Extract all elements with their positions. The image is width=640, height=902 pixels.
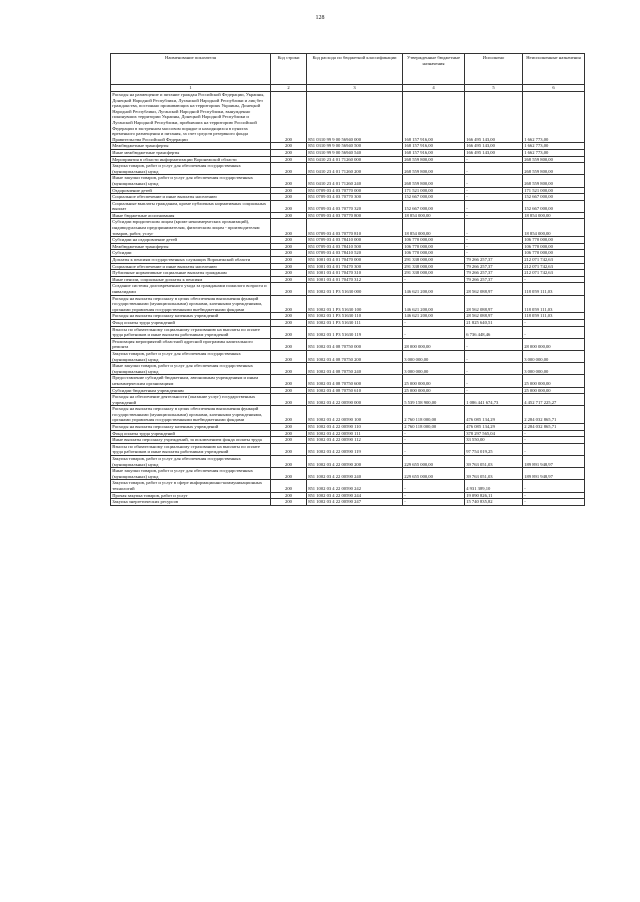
row-executed-cell: - bbox=[465, 156, 523, 163]
row-executed-cell: 166 495 143,00 bbox=[465, 143, 523, 150]
row-code-cell: 200 bbox=[271, 175, 307, 187]
row-code-cell: 200 bbox=[271, 468, 307, 480]
row-unexecuted-cell: 4 452 717 225,27 bbox=[523, 394, 585, 406]
row-approved-cell: - bbox=[403, 319, 465, 326]
row-executed-cell: 4 931 389,10 bbox=[465, 480, 523, 492]
row-kbk-cell: 851 0709 03 4 03 70770 300 bbox=[307, 194, 403, 201]
row-executed-cell: 39 763 051,03 bbox=[465, 468, 523, 480]
row-code-cell: 200 bbox=[271, 430, 307, 437]
row-kbk-cell: 851 0709 03 4 03 78410 000 bbox=[307, 237, 403, 244]
row-name-cell: Субсидии юридическим лицам (кроме некоммерческих организаций), индивидуальным предпринимателям, физическим лицам - производителям товаров, работ, услуг bbox=[111, 219, 271, 237]
row-executed-cell: - bbox=[465, 237, 523, 244]
row-kbk-cell: 851 1002 03 1 P3 51630 100 bbox=[307, 295, 403, 313]
row-unexecuted-cell: 3 000 000,00 bbox=[523, 350, 585, 362]
row-name-cell: Закупка товаров, работ и услуг в сфере информационно-коммуникационных технологий bbox=[111, 480, 271, 492]
index-cell: 4 bbox=[403, 85, 465, 92]
table-row bbox=[111, 394, 585, 406]
row-executed-cell: - bbox=[465, 350, 523, 362]
row-unexecuted-cell: 25 000 000,00 bbox=[523, 375, 585, 387]
row-name-cell: Закупка товаров, работ и услуг для обеспечения государственных (муниципальных) нужд bbox=[111, 350, 271, 362]
row-name-cell: Социальное обеспечение и иные выплаты населению bbox=[111, 194, 271, 201]
row-executed-cell: - bbox=[465, 194, 523, 201]
row-executed-cell: 33 550,00 bbox=[465, 437, 523, 444]
row-executed-cell: 6 736 448,46 bbox=[465, 326, 523, 338]
row-approved-cell: 268 559 800,00 bbox=[403, 156, 465, 163]
row-executed-cell: 19 090 826,11 bbox=[465, 492, 523, 499]
row-approved-cell: 28 000 000,00 bbox=[403, 338, 465, 350]
row-approved-cell: - bbox=[403, 499, 465, 506]
row-kbk-cell: 851 0709 03 4 03 70770 000 bbox=[307, 187, 403, 194]
table-row bbox=[111, 175, 585, 187]
row-code-cell: 200 bbox=[271, 437, 307, 444]
row-code-cell: 200 bbox=[271, 212, 307, 219]
row-kbk-cell: 851 0310 99 9 00 56940 500 bbox=[307, 143, 403, 150]
row-approved-cell: 168 157 916,00 bbox=[403, 149, 465, 156]
row-code-cell: 200 bbox=[271, 250, 307, 257]
row-kbk-cell: 851 1002 03 4 22 00590 247 bbox=[307, 499, 403, 506]
row-name-cell: Закупка товаров, работ и услуг для обеспечения государственных (муниципальных) нужд bbox=[111, 163, 271, 175]
row-code-cell: 200 bbox=[271, 270, 307, 277]
row-unexecuted-cell: 268 559 800,00 bbox=[523, 156, 585, 163]
table-row bbox=[111, 187, 585, 194]
row-code-cell: 200 bbox=[271, 219, 307, 237]
row-unexecuted-cell: 189 891 948,97 bbox=[523, 456, 585, 468]
row-name-cell: Доплаты к пенсиям государственных служащих Воронежской области bbox=[111, 257, 271, 264]
row-executed-cell: - bbox=[465, 363, 523, 375]
row-code-cell: 200 bbox=[271, 283, 307, 295]
row-approved-cell: 146 621 200,00 bbox=[403, 295, 465, 313]
row-kbk-cell: 851 1002 03 4 08 70750 000 bbox=[307, 338, 403, 350]
row-kbk-cell: 851 0709 03 4 03 78410 500 bbox=[307, 243, 403, 250]
row-code-cell: 200 bbox=[271, 194, 307, 201]
row-name-cell: Публичные нормативные социальные выплаты гражданам bbox=[111, 270, 271, 277]
row-unexecuted-cell: 3 000 000,00 bbox=[523, 363, 585, 375]
row-approved-cell: 171 521 000,00 bbox=[403, 187, 465, 194]
row-unexecuted-cell: - bbox=[523, 430, 585, 437]
row-unexecuted-cell: 268 559 800,00 bbox=[523, 163, 585, 175]
row-name-cell: Иные межбюджетные трансферты bbox=[111, 149, 271, 156]
table-row bbox=[111, 92, 585, 143]
budget-execution-table bbox=[110, 53, 585, 506]
row-unexecuted-cell: 106 770 000,00 bbox=[523, 237, 585, 244]
table-row bbox=[111, 200, 585, 212]
row-unexecuted-cell: - bbox=[523, 443, 585, 455]
row-executed-cell: 166 495 143,00 bbox=[465, 92, 523, 143]
row-executed-cell: 28 562 088,97 bbox=[465, 313, 523, 320]
header-approved: Утвержденные бюджетные назначения bbox=[403, 54, 465, 85]
row-approved-cell: 25 000 000,00 bbox=[403, 387, 465, 394]
table-row bbox=[111, 283, 585, 295]
row-unexecuted-cell: 152 667 000,00 bbox=[523, 194, 585, 201]
table-header-row bbox=[111, 54, 585, 85]
row-executed-cell: 79 266 257,37 bbox=[465, 270, 523, 277]
table-row bbox=[111, 295, 585, 313]
row-kbk-cell: 851 1001 03 4 01 70470 000 bbox=[307, 257, 403, 264]
row-kbk-cell: 851 1001 03 4 01 70470 310 bbox=[307, 270, 403, 277]
row-approved-cell: 18 854 000,00 bbox=[403, 212, 465, 219]
row-unexecuted-cell: 212 071 742,63 bbox=[523, 270, 585, 277]
row-approved-cell: 229 655 000,00 bbox=[403, 456, 465, 468]
row-name-cell: Закупка товаров, работ и услуг для обеспечения государственных (муниципальных) нужд bbox=[111, 456, 271, 468]
row-code-cell: 200 bbox=[271, 350, 307, 362]
row-approved-cell: 291 338 000,00 bbox=[403, 263, 465, 270]
row-approved-cell: 146 621 200,00 bbox=[403, 313, 465, 320]
row-approved-cell: 152 667 000,00 bbox=[403, 194, 465, 201]
row-kbk-cell: 851 1002 03 4 08 70750 200 bbox=[307, 350, 403, 362]
row-executed-cell: - bbox=[465, 375, 523, 387]
row-kbk-cell: 851 0410 23 4 01 71260 000 bbox=[307, 156, 403, 163]
row-executed-cell: - bbox=[465, 163, 523, 175]
row-kbk-cell: 851 0709 03 4 03 70770 800 bbox=[307, 212, 403, 219]
row-unexecuted-cell: 2 284 032 865,71 bbox=[523, 424, 585, 431]
row-approved-cell: 291 338 000,00 bbox=[403, 257, 465, 264]
row-name-cell: Расходы на выплаты персоналу казенных учреждений bbox=[111, 424, 271, 431]
index-cell: 1 bbox=[111, 85, 271, 92]
row-approved-cell: - bbox=[403, 326, 465, 338]
row-executed-cell: - bbox=[465, 387, 523, 394]
table-row bbox=[111, 406, 585, 424]
row-unexecuted-cell: - bbox=[523, 492, 585, 499]
row-executed-cell: - bbox=[465, 200, 523, 212]
row-approved-cell: 106 770 000,00 bbox=[403, 243, 465, 250]
row-executed-cell: 378 297 565,04 bbox=[465, 430, 523, 437]
row-name-cell: Социальное обеспечение и иные выплаты населению bbox=[111, 263, 271, 270]
row-unexecuted-cell: 152 667 000,00 bbox=[523, 200, 585, 212]
index-cell: 3 bbox=[307, 85, 403, 92]
table-row bbox=[111, 424, 585, 431]
row-unexecuted-cell: - bbox=[523, 326, 585, 338]
row-executed-cell: 79 266 257,37 bbox=[465, 263, 523, 270]
index-cell: 2 bbox=[271, 85, 307, 92]
table-row bbox=[111, 468, 585, 480]
row-kbk-cell: 851 1002 03 4 22 00590 100 bbox=[307, 406, 403, 424]
table-row bbox=[111, 212, 585, 219]
table-row bbox=[111, 143, 585, 150]
row-unexecuted-cell: 18 854 000,00 bbox=[523, 212, 585, 219]
table-body bbox=[111, 92, 585, 506]
row-executed-cell: - bbox=[465, 243, 523, 250]
row-kbk-cell: 851 1002 03 1 P3 51630 110 bbox=[307, 313, 403, 320]
row-code-cell: 200 bbox=[271, 443, 307, 455]
row-approved-cell: 106 770 000,00 bbox=[403, 237, 465, 244]
row-executed-cell: - bbox=[465, 250, 523, 257]
row-executed-cell: 79 266 257,37 bbox=[465, 276, 523, 283]
row-executed-cell: - bbox=[465, 338, 523, 350]
table-row bbox=[111, 480, 585, 492]
row-approved-cell: 229 655 000,00 bbox=[403, 468, 465, 480]
row-name-cell: Взносы по обязательному социальному страхованию на выплаты по оплате труда работников и иные выплаты работникам учреждений bbox=[111, 443, 271, 455]
table-row bbox=[111, 430, 585, 437]
row-kbk-cell: 851 1001 03 4 01 70470 312 bbox=[307, 276, 403, 283]
row-name-cell: Взносы по обязательному социальному страхованию на выплаты по оплате труда работников и иные выплаты работникам учреждений bbox=[111, 326, 271, 338]
row-name-cell: Создание системы долговременного ухода за гражданами пожилого возраста и инвалидами bbox=[111, 283, 271, 295]
header-name: Наименование показателя bbox=[111, 54, 271, 85]
header-executed: Исполнено bbox=[465, 54, 523, 85]
header-unexecuted: Неисполненные назначения bbox=[523, 54, 585, 85]
row-unexecuted-cell: - bbox=[523, 276, 585, 283]
row-approved-cell: 268 559 800,00 bbox=[403, 163, 465, 175]
row-unexecuted-cell: - bbox=[523, 437, 585, 444]
row-kbk-cell: 851 1002 03 4 22 00590 200 bbox=[307, 456, 403, 468]
row-executed-cell: 28 562 088,97 bbox=[465, 283, 523, 295]
row-code-cell: 200 bbox=[271, 149, 307, 156]
row-approved-cell: - bbox=[403, 480, 465, 492]
table-row bbox=[111, 163, 585, 175]
row-name-cell: Закупка энергетических ресурсов bbox=[111, 499, 271, 506]
row-code-cell: 200 bbox=[271, 257, 307, 264]
row-executed-cell: 97 754 019,25 bbox=[465, 443, 523, 455]
row-kbk-cell: 851 1002 03 4 22 00590 112 bbox=[307, 437, 403, 444]
row-name-cell: Социальные выплаты гражданам, кроме публичных нормативных социальных выплат bbox=[111, 200, 271, 212]
row-kbk-cell: 851 1002 03 4 08 70750 600 bbox=[307, 375, 403, 387]
row-kbk-cell: 851 1002 03 1 P3 51630 119 bbox=[307, 326, 403, 338]
table-row bbox=[111, 270, 585, 277]
row-executed-cell: 79 266 257,37 bbox=[465, 257, 523, 264]
page-number: 128 bbox=[315, 15, 325, 21]
row-kbk-cell: 851 1002 03 4 22 00590 000 bbox=[307, 394, 403, 406]
row-code-cell: 200 bbox=[271, 156, 307, 163]
row-kbk-cell: 851 1002 03 4 22 00590 111 bbox=[307, 430, 403, 437]
index-cell: 5 bbox=[465, 85, 523, 92]
row-name-cell: Расходы на размещение и питание граждан Российской Федерации, Украины, Донецкой Народной Республики, Луганской Народной Республики и лиц без гражданства, постоянно проживающих на территориях Украины, Донецкой Народной Республики, Луганской Народной Республики, вынужденно покинувших территории Украины, Донецкой Народной Республики и Луганской Народной Республики, прибывших на территорию Российской Федерации в экстренном массовом порядке и находящихся в пунктах временного размещения и питания, за счет средств резервного фонда Правительства Российской Федерации bbox=[111, 92, 271, 143]
row-kbk-cell: 851 1002 03 4 08 70750 610 bbox=[307, 387, 403, 394]
row-kbk-cell: 851 1002 03 4 22 00590 242 bbox=[307, 480, 403, 492]
row-kbk-cell: 851 0410 23 4 01 71260 240 bbox=[307, 175, 403, 187]
row-approved-cell: 2 760 118 000,00 bbox=[403, 424, 465, 431]
row-unexecuted-cell: 171 521 000,00 bbox=[523, 187, 585, 194]
row-unexecuted-cell: 106 770 000,00 bbox=[523, 243, 585, 250]
row-name-cell: Иные бюджетные ассигнования bbox=[111, 212, 271, 219]
row-approved-cell: 106 770 000,00 bbox=[403, 250, 465, 257]
row-approved-cell: 168 157 916,00 bbox=[403, 143, 465, 150]
row-code-cell: 200 bbox=[271, 338, 307, 350]
row-unexecuted-cell: 118 059 111,03 bbox=[523, 283, 585, 295]
table-index-row bbox=[111, 85, 585, 92]
row-approved-cell: 3 000 000,00 bbox=[403, 363, 465, 375]
row-code-cell: 200 bbox=[271, 492, 307, 499]
row-unexecuted-cell: 18 854 000,00 bbox=[523, 219, 585, 237]
row-unexecuted-cell: - bbox=[523, 319, 585, 326]
row-kbk-cell: 851 0709 03 4 03 70770 810 bbox=[307, 219, 403, 237]
row-code-cell: 200 bbox=[271, 187, 307, 194]
row-executed-cell: - bbox=[465, 219, 523, 237]
table-row bbox=[111, 250, 585, 257]
header-code: Код строки bbox=[271, 54, 307, 85]
row-code-cell: 200 bbox=[271, 276, 307, 283]
row-code-cell: 200 bbox=[271, 92, 307, 143]
table-row bbox=[111, 387, 585, 394]
row-code-cell: 200 bbox=[271, 424, 307, 431]
row-unexecuted-cell: 189 891 948,97 bbox=[523, 468, 585, 480]
row-code-cell: 200 bbox=[271, 319, 307, 326]
row-approved-cell: - bbox=[403, 430, 465, 437]
table-row bbox=[111, 156, 585, 163]
row-approved-cell: - bbox=[403, 492, 465, 499]
row-executed-cell: 166 495 143,00 bbox=[465, 149, 523, 156]
row-approved-cell: 18 854 000,00 bbox=[403, 219, 465, 237]
row-code-cell: 200 bbox=[271, 363, 307, 375]
row-name-cell: Субсидии bbox=[111, 250, 271, 257]
row-code-cell: 200 bbox=[271, 200, 307, 212]
row-name-cell: Оздоровление детей bbox=[111, 187, 271, 194]
row-unexecuted-cell: 1 662 773,00 bbox=[523, 149, 585, 156]
row-kbk-cell: 851 1002 03 4 22 00590 244 bbox=[307, 492, 403, 499]
row-approved-cell: 5 539 158 900,00 bbox=[403, 394, 465, 406]
row-name-cell: Прочая закупка товаров, работ и услуг bbox=[111, 492, 271, 499]
row-kbk-cell: 851 1002 03 4 22 00590 119 bbox=[307, 443, 403, 455]
row-approved-cell: - bbox=[403, 437, 465, 444]
row-kbk-cell: 851 0709 03 4 03 78410 520 bbox=[307, 250, 403, 257]
row-executed-cell: - bbox=[465, 187, 523, 194]
row-unexecuted-cell: - bbox=[523, 499, 585, 506]
row-code-cell: 200 bbox=[271, 263, 307, 270]
row-approved-cell: 168 157 916,00 bbox=[403, 92, 465, 143]
row-code-cell: 200 bbox=[271, 163, 307, 175]
row-name-cell: Межбюджетные трансферты bbox=[111, 143, 271, 150]
row-kbk-cell: 851 1002 03 4 22 00590 110 bbox=[307, 424, 403, 431]
row-unexecuted-cell: 1 662 773,00 bbox=[523, 143, 585, 150]
row-executed-cell: 39 763 051,03 bbox=[465, 456, 523, 468]
table-row bbox=[111, 319, 585, 326]
row-executed-cell: 15 740 835,82 bbox=[465, 499, 523, 506]
index-cell: 6 bbox=[523, 85, 585, 92]
row-name-cell: Расходы на выплаты персоналу в целях обеспечения выполнения функций государственными (муниципальными) органами, казенными учреждениями, органами управления государственными внебюджетными фондами bbox=[111, 295, 271, 313]
row-name-cell: Иные выплаты персоналу учреждений, за исключением фонда оплаты труда bbox=[111, 437, 271, 444]
row-code-cell: 200 bbox=[271, 313, 307, 320]
row-kbk-cell: 851 1002 03 1 P3 51630 111 bbox=[307, 319, 403, 326]
header-kbk: Код расхода по бюджетной классификации bbox=[307, 54, 403, 85]
row-code-cell: 200 bbox=[271, 243, 307, 250]
table-row bbox=[111, 338, 585, 350]
row-executed-cell: - bbox=[465, 175, 523, 187]
table-row bbox=[111, 375, 585, 387]
row-approved-cell: 25 000 000,00 bbox=[403, 375, 465, 387]
table-row bbox=[111, 276, 585, 283]
row-approved-cell: - bbox=[403, 443, 465, 455]
row-executed-cell: 476 085 134,29 bbox=[465, 424, 523, 431]
row-kbk-cell: 851 1002 03 4 22 00590 240 bbox=[307, 468, 403, 480]
table-row bbox=[111, 443, 585, 455]
row-approved-cell: 3 000 000,00 bbox=[403, 350, 465, 362]
row-name-cell: Фонд оплаты труда учреждений bbox=[111, 430, 271, 437]
row-name-cell: Предоставление субсидий бюджетным, автономным учреждениям и иным некоммерческим организациям bbox=[111, 375, 271, 387]
row-kbk-cell: 851 0709 03 4 03 70770 320 bbox=[307, 200, 403, 212]
row-code-cell: 200 bbox=[271, 480, 307, 492]
table-row bbox=[111, 194, 585, 201]
row-code-cell: 200 bbox=[271, 394, 307, 406]
row-executed-cell: 1 086 441 674,73 bbox=[465, 394, 523, 406]
row-unexecuted-cell: 28 000 000,00 bbox=[523, 338, 585, 350]
row-code-cell: 200 bbox=[271, 326, 307, 338]
row-code-cell: 200 bbox=[271, 406, 307, 424]
row-name-cell: Межбюджетные трансферты bbox=[111, 243, 271, 250]
row-approved-cell: 146 621 200,00 bbox=[403, 283, 465, 295]
table-row bbox=[111, 219, 585, 237]
row-kbk-cell: 851 1001 03 4 01 70470 300 bbox=[307, 263, 403, 270]
row-unexecuted-cell: 2 284 032 865,71 bbox=[523, 406, 585, 424]
row-name-cell: Иные закупки товаров, работ и услуг для обеспечения государственных (муниципальных) нужд bbox=[111, 175, 271, 187]
row-executed-cell: 21 825 640,51 bbox=[465, 319, 523, 326]
row-code-cell: 200 bbox=[271, 237, 307, 244]
row-name-cell: Расходы на выплаты персоналу в целях обеспечения выполнения функций государственными (муниципальными) органами, казенными учреждениями, органами управления государственными внебюджетными фондами bbox=[111, 406, 271, 424]
row-kbk-cell: 851 1002 03 4 08 70750 240 bbox=[307, 363, 403, 375]
row-code-cell: 200 bbox=[271, 456, 307, 468]
row-code-cell: 200 bbox=[271, 295, 307, 313]
row-kbk-cell: 851 0410 23 4 01 71260 200 bbox=[307, 163, 403, 175]
table-row bbox=[111, 499, 585, 506]
row-unexecuted-cell: 212 071 742,63 bbox=[523, 263, 585, 270]
row-unexecuted-cell: 268 559 800,00 bbox=[523, 175, 585, 187]
row-name-cell: Мероприятия в области информатизации Воронежской области bbox=[111, 156, 271, 163]
row-code-cell: 200 bbox=[271, 387, 307, 394]
row-executed-cell: 28 562 088,97 bbox=[465, 295, 523, 313]
table-row bbox=[111, 437, 585, 444]
table-row bbox=[111, 149, 585, 156]
row-unexecuted-cell: 25 000 000,00 bbox=[523, 387, 585, 394]
row-name-cell: Реализация мероприятий областной адресной программы капитального ремонта bbox=[111, 338, 271, 350]
table-row bbox=[111, 350, 585, 362]
row-executed-cell: - bbox=[465, 212, 523, 219]
row-name-cell: Субсидии на оздоровление детей bbox=[111, 237, 271, 244]
row-unexecuted-cell: 106 770 000,00 bbox=[523, 250, 585, 257]
row-approved-cell: 268 559 800,00 bbox=[403, 175, 465, 187]
row-unexecuted-cell: 1 662 773,00 bbox=[523, 92, 585, 143]
row-unexecuted-cell: 212 071 742,63 bbox=[523, 257, 585, 264]
row-name-cell: Иные закупки товаров, работ и услуг для обеспечения государственных (муниципальных) нужд bbox=[111, 363, 271, 375]
table-row bbox=[111, 263, 585, 270]
row-name-cell: Расходы на выплаты персоналу казенных учреждений bbox=[111, 313, 271, 320]
table-row bbox=[111, 456, 585, 468]
row-executed-cell: 476 085 134,29 bbox=[465, 406, 523, 424]
row-name-cell: Фонд оплаты труда учреждений bbox=[111, 319, 271, 326]
table-row bbox=[111, 313, 585, 320]
row-approved-cell: - bbox=[403, 276, 465, 283]
row-approved-cell: 2 760 118 000,00 bbox=[403, 406, 465, 424]
row-name-cell: Иные пенсии, социальные доплаты к пенсиям bbox=[111, 276, 271, 283]
row-unexecuted-cell: 118 059 111,03 bbox=[523, 313, 585, 320]
row-approved-cell: 291 338 000,00 bbox=[403, 270, 465, 277]
row-code-cell: 200 bbox=[271, 143, 307, 150]
table-row bbox=[111, 257, 585, 264]
table-row bbox=[111, 243, 585, 250]
row-code-cell: 200 bbox=[271, 375, 307, 387]
row-kbk-cell: 851 0310 99 9 00 56940 540 bbox=[307, 149, 403, 156]
row-unexecuted-cell: - bbox=[523, 480, 585, 492]
table-row bbox=[111, 326, 585, 338]
row-name-cell: Расходы на обеспечение деятельности (оказание услуг) государственных учреждений bbox=[111, 394, 271, 406]
row-code-cell: 200 bbox=[271, 499, 307, 506]
table-row bbox=[111, 492, 585, 499]
row-approved-cell: 152 667 000,00 bbox=[403, 200, 465, 212]
row-name-cell: Субсидии бюджетным учреждениям bbox=[111, 387, 271, 394]
row-kbk-cell: 851 1002 03 1 P3 51630 000 bbox=[307, 283, 403, 295]
table-row bbox=[111, 363, 585, 375]
row-kbk-cell: 851 0310 99 9 00 56940 000 bbox=[307, 92, 403, 143]
row-unexecuted-cell: 118 059 111,03 bbox=[523, 295, 585, 313]
table-row bbox=[111, 237, 585, 244]
row-name-cell: Иные закупки товаров, работ и услуг для обеспечения государственных (муниципальных) нужд bbox=[111, 468, 271, 480]
